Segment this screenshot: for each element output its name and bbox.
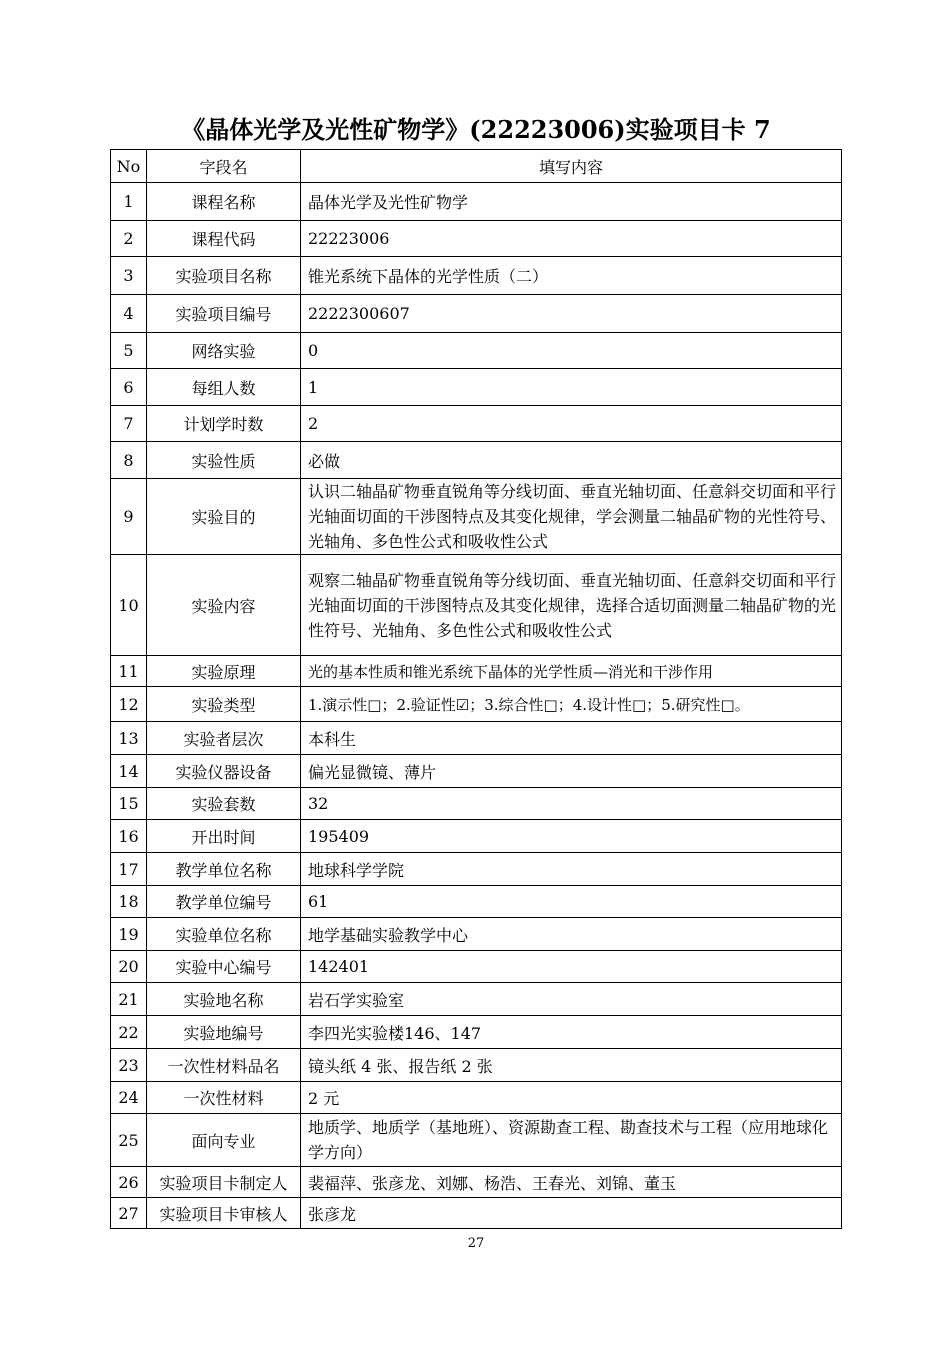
- table-row: [111, 1198, 842, 1229]
- table-row: [111, 951, 842, 983]
- row-value: 观察二轴晶矿物垂直锐角等分线切面、垂直光轴切面、任意斜交切面和平行光轴面切面的干涉图特点及其变化规律，选择合适切面测量二轴晶矿物的光性符号、光轴角、多色性公式和吸收性公式: [301, 555, 842, 656]
- table-row: [111, 656, 842, 687]
- table-row: [111, 406, 842, 442]
- row-field: 实验项目编号: [147, 295, 301, 333]
- row-no: 25: [111, 1114, 147, 1167]
- row-no: 15: [111, 788, 147, 820]
- row-field: 实验目的: [147, 479, 301, 555]
- table-row: [111, 1114, 842, 1167]
- row-no: 21: [111, 983, 147, 1016]
- table-row: [111, 555, 842, 656]
- table-row: [111, 442, 842, 479]
- row-field: 一次性材料品名: [147, 1049, 301, 1082]
- row-value: 锥光系统下晶体的光学性质（二）: [301, 257, 842, 295]
- row-value: 地学基础实验教学中心: [301, 918, 842, 951]
- row-no: 17: [111, 853, 147, 886]
- row-no: 4: [111, 295, 147, 333]
- row-no: 18: [111, 886, 147, 918]
- page-title: 《晶体光学及光性矿物学》(22223006)实验项目卡 7: [181, 115, 771, 144]
- row-field: 课程代码: [147, 221, 301, 257]
- table-row: [111, 295, 842, 333]
- row-field: 教学单位编号: [147, 886, 301, 918]
- row-no: 16: [111, 820, 147, 853]
- row-field: 课程名称: [147, 183, 301, 221]
- row-no: 24: [111, 1082, 147, 1114]
- header-no: No: [111, 150, 147, 183]
- row-value: 2 元: [301, 1082, 842, 1114]
- row-field: 一次性材料: [147, 1082, 301, 1114]
- row-no: 2: [111, 221, 147, 257]
- row-field: 实验地名称: [147, 983, 301, 1016]
- row-no: 8: [111, 442, 147, 479]
- row-value: 李四光实验楼146、147: [301, 1016, 842, 1049]
- table-row: [111, 788, 842, 820]
- row-value: 镜头纸 4 张、报告纸 2 张: [301, 1049, 842, 1082]
- table-row: [111, 755, 842, 788]
- table-row: [111, 886, 842, 918]
- row-value: 偏光显微镜、薄片: [301, 755, 842, 788]
- row-field: 实验类型: [147, 687, 301, 722]
- row-value: 晶体光学及光性矿物学: [301, 183, 842, 221]
- row-value: 必做: [301, 442, 842, 479]
- row-no: 11: [111, 656, 147, 687]
- table-row: [111, 221, 842, 257]
- row-no: 7: [111, 406, 147, 442]
- row-value: 认识二轴晶矿物垂直锐角等分线切面、垂直光轴切面、任意斜交切面和平行光轴面切面的干涉图特点及其变化规律，学会测量二轴晶矿物的光性符号、光轴角、多色性公式和吸收性公式: [301, 479, 842, 555]
- row-value: 1: [301, 369, 842, 406]
- row-no: 5: [111, 333, 147, 369]
- table-row: [111, 853, 842, 886]
- row-no: 12: [111, 687, 147, 722]
- row-field: 计划学时数: [147, 406, 301, 442]
- table-row: [111, 1167, 842, 1198]
- row-value: 地质学、地质学（基地班）、资源勘查工程、勘查技术与工程（应用地球化学方向）: [301, 1114, 842, 1167]
- row-value: 142401: [301, 951, 842, 983]
- page-number: 27: [467, 1236, 485, 1251]
- row-field: 实验地编号: [147, 1016, 301, 1049]
- row-no: 1: [111, 183, 147, 221]
- row-no: 9: [111, 479, 147, 555]
- row-value: 0: [301, 333, 842, 369]
- row-value: 32: [301, 788, 842, 820]
- row-value: 张彦龙: [301, 1198, 842, 1229]
- row-no: 19: [111, 918, 147, 951]
- row-value: 2222300607: [301, 295, 842, 333]
- row-value: 岩石学实验室: [301, 983, 842, 1016]
- row-field: 实验项目卡审核人: [147, 1198, 301, 1229]
- row-value: 地球科学学院: [301, 853, 842, 886]
- row-value: 195409: [301, 820, 842, 853]
- table-row: [111, 333, 842, 369]
- row-value: 1.演示性□；2.验证性☑；3.综合性□；4.设计性□；5.研究性□。: [301, 687, 842, 722]
- row-no: 20: [111, 951, 147, 983]
- row-field: 实验内容: [147, 555, 301, 656]
- header-value: 填写内容: [301, 150, 842, 183]
- row-field: 实验原理: [147, 656, 301, 687]
- row-value: 光的基本性质和锥光系统下晶体的光学性质—消光和干涉作用: [301, 656, 842, 687]
- row-no: 10: [111, 555, 147, 656]
- row-field: 面向专业: [147, 1114, 301, 1167]
- table-row: [111, 257, 842, 295]
- table-row: [111, 479, 842, 555]
- row-no: 22: [111, 1016, 147, 1049]
- row-field: 实验中心编号: [147, 951, 301, 983]
- row-field: 网络实验: [147, 333, 301, 369]
- row-field: 开出时间: [147, 820, 301, 853]
- row-no: 14: [111, 755, 147, 788]
- row-value: 本科生: [301, 722, 842, 755]
- row-value: 61: [301, 886, 842, 918]
- table-row: [111, 1016, 842, 1049]
- row-field: 实验性质: [147, 442, 301, 479]
- row-field: 实验项目名称: [147, 257, 301, 295]
- table-row: [111, 918, 842, 951]
- row-field: 实验套数: [147, 788, 301, 820]
- row-no: 27: [111, 1198, 147, 1229]
- row-no: 23: [111, 1049, 147, 1082]
- row-field: 实验单位名称: [147, 918, 301, 951]
- header-field: 字段名: [147, 150, 301, 183]
- experiment-card-table: [110, 149, 842, 1229]
- row-field: 教学单位名称: [147, 853, 301, 886]
- row-field: 实验者层次: [147, 722, 301, 755]
- row-value: 裴福萍、张彦龙、刘娜、杨浩、王春光、刘锦、董玉: [301, 1167, 842, 1198]
- row-value: 2: [301, 406, 842, 442]
- table-row: [111, 369, 842, 406]
- row-value: 22223006: [301, 221, 842, 257]
- row-field: 实验仪器设备: [147, 755, 301, 788]
- table-row: [111, 722, 842, 755]
- row-field: 实验项目卡制定人: [147, 1167, 301, 1198]
- table-row: [111, 1082, 842, 1114]
- table-row: [111, 820, 842, 853]
- row-no: 3: [111, 257, 147, 295]
- table-row: [111, 183, 842, 221]
- row-no: 13: [111, 722, 147, 755]
- table-header-row: [111, 150, 842, 183]
- table-row: [111, 687, 842, 722]
- row-field: 每组人数: [147, 369, 301, 406]
- table-row: [111, 983, 842, 1016]
- table-row: [111, 1049, 842, 1082]
- row-no: 26: [111, 1167, 147, 1198]
- row-no: 6: [111, 369, 147, 406]
